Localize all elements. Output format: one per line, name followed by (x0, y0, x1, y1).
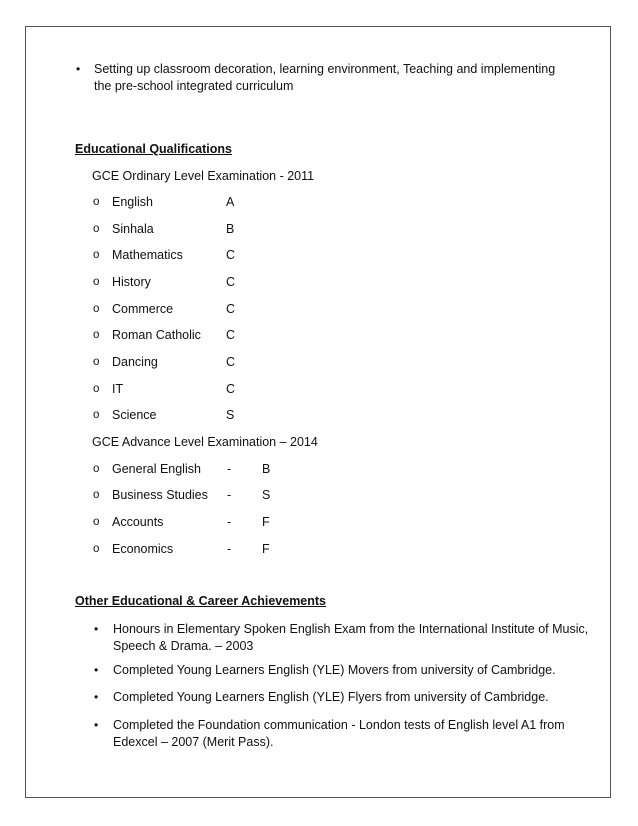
al-title: GCE Advance Level Examination – 2014 (92, 435, 318, 449)
subject-name: Economics (112, 542, 174, 556)
achievement-line-1: Completed the Foundation communication - London tests of English level A1 from (113, 718, 565, 732)
circle-bullet-icon: o (93, 463, 100, 475)
subject-grade: C (226, 248, 236, 262)
subject-grade: B (226, 222, 235, 236)
circle-bullet-icon: o (93, 276, 100, 288)
achievement-line-2: Speech & Drama. – 2003 (113, 639, 254, 653)
subject-grade: S (262, 488, 271, 502)
subject-grade: C (226, 382, 236, 396)
subject-name: IT (112, 382, 124, 396)
subject-name: English (112, 195, 153, 209)
subject-dash: - (227, 542, 232, 556)
circle-bullet-icon: o (93, 383, 100, 395)
circle-bullet-icon: o (93, 489, 100, 501)
subject-name: Science (112, 408, 157, 422)
subject-dash: - (227, 515, 232, 529)
subject-dash: - (227, 488, 232, 502)
achievement-line-1: Honours in Elementary Spoken English Exam from the International Institute of Music, (113, 622, 589, 636)
subject-grade: C (226, 302, 236, 316)
subject-name: General English (112, 462, 201, 476)
intro-line-1: Setting up classroom decoration, learning environment, Teaching and implementing (94, 62, 556, 76)
subject-grade: S (226, 408, 235, 422)
subject-grade: A (226, 195, 235, 209)
education-heading: Educational Qualifications (75, 142, 232, 156)
circle-bullet-icon: o (93, 329, 100, 341)
bullet-icon: • (94, 718, 99, 732)
subject-name: Mathematics (112, 248, 183, 262)
circle-bullet-icon: o (93, 409, 100, 421)
subject-grade: C (226, 275, 236, 289)
subject-grade: B (262, 462, 271, 476)
circle-bullet-icon: o (93, 356, 100, 368)
subject-name: Dancing (112, 355, 158, 369)
subject-name: Business Studies (112, 488, 208, 502)
subject-grade: C (226, 355, 236, 369)
subject-name: Accounts (112, 515, 164, 529)
bullet-icon: • (94, 622, 99, 636)
achievements-heading: Other Educational & Career Achievements (75, 594, 327, 608)
subject-name: History (112, 275, 151, 289)
achievement-line-2: Edexcel – 2007 (Merit Pass). (113, 735, 274, 749)
subject-grade: C (226, 328, 236, 342)
bullet-icon: • (76, 62, 81, 76)
ol-title: GCE Ordinary Level Examination - 2011 (92, 169, 315, 183)
circle-bullet-icon: o (93, 543, 100, 555)
circle-bullet-icon: o (93, 223, 100, 235)
intro-line-2: the pre-school integrated curriculum (94, 79, 294, 93)
subject-name: Roman Catholic (112, 328, 201, 342)
circle-bullet-icon: o (93, 196, 100, 208)
subject-dash: - (227, 462, 232, 476)
achievement-line-1: Completed Young Learners English (YLE) Movers from university of Cambridge. (113, 663, 556, 677)
circle-bullet-icon: o (93, 516, 100, 528)
subject-grade: F (262, 542, 270, 556)
bullet-icon: • (94, 663, 99, 677)
subject-grade: F (262, 515, 270, 529)
subject-name: Sinhala (112, 222, 154, 236)
bullet-icon: • (94, 690, 99, 704)
subject-name: Commerce (112, 302, 174, 316)
circle-bullet-icon: o (93, 249, 100, 261)
achievement-line-1: Completed Young Learners English (YLE) Flyers from university of Cambridge. (113, 690, 549, 704)
circle-bullet-icon: o (93, 303, 100, 315)
